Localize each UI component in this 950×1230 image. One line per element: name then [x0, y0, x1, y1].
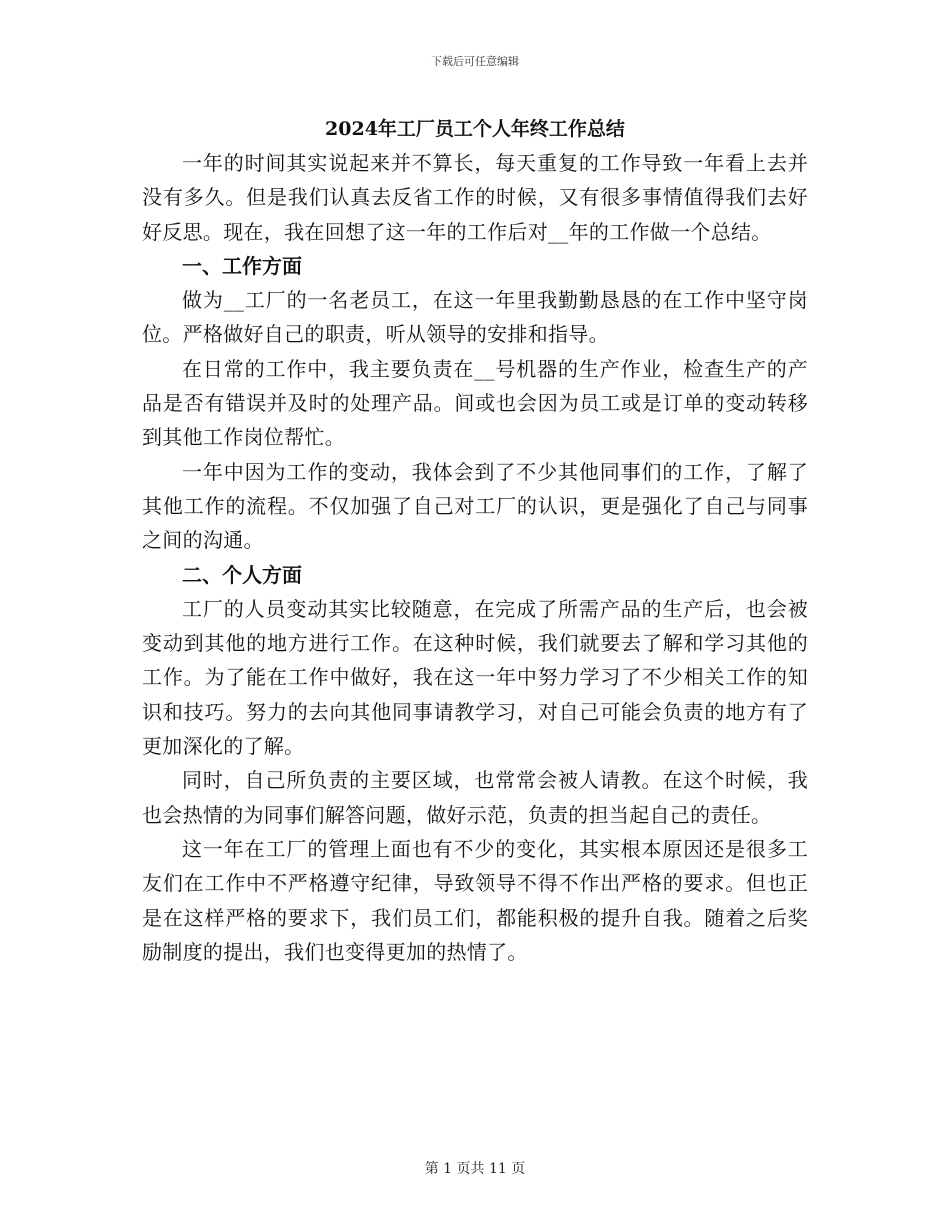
work-paragraph: 在日常的工作中，我主要负责在__号机器的生产作业，检查生产的产品是否有错误并及时的处理产品。间或也会因为员工或是订单的变动转移到其他工作岗位帮忙。 — [142, 356, 808, 450]
page-footer: 第 1 页共 11 页 — [424, 1161, 526, 1177]
section-heading-personal: 二、个人方面 — [182, 562, 302, 587]
page-header: 下载后可任意编辑 — [431, 55, 519, 68]
work-paragraph: 做为__工厂的一名老员工，在这一年里我勤勤恳恳的在工作中坚守岗位。严格做好自己的职责，听从领导的安排和指导。 — [142, 288, 808, 347]
work-paragraph: 一年中因为工作的变动，我体会到了不少其他同事们的工作，了解了其他工作的流程。不仅加强了自己对工厂的认识，更是强化了自己与同事之间的沟通。 — [142, 459, 808, 553]
document-body — [142, 112, 808, 969]
personal-paragraph: 同时，自己所负责的主要区域，也常常会被人请教。在这个时候，我也会热情的为同事们解答问题，做好示范，负责的担当起自己的责任。 — [142, 768, 808, 827]
intro-paragraph: 一年的时间其实说起来并不算长，每天重复的工作导致一年看上去并没有多久。但是我们认真去反省工作的时候，又有很多事情值得我们去好好反思。现在，我在回想了这一年的工作后对__年的工作做一个总结。 — [142, 151, 808, 244]
section-heading-work: 一、工作方面 — [182, 253, 302, 278]
personal-paragraph: 这一年在工厂的管理上面也有不少的变化，其实根本原因还是很多工友们在工作中不严格遵守纪律，导致领导不得不作出严格的要求。但也正是在这样严格的要求下，我们员工们，都能积极的提升自我。随着之后奖励制度的提出，我们也变得更加的热情了。 — [142, 836, 808, 964]
document-title: 2024年工厂员工个人年终工作总结 — [325, 118, 625, 140]
personal-paragraph: 工厂的人员变动其实比较随意，在完成了所需产品的生产后，也会被变动到其他的地方进行工作。在这种时候，我们就要去了解和学习其他的工作。为了能在工作中做好，我在这一年中努力学习了不少相关工作的知识和技巧。努力的去向其他同事请教学习，对自己可能会负责的地方有了更加深化的了解。 — [142, 596, 808, 759]
